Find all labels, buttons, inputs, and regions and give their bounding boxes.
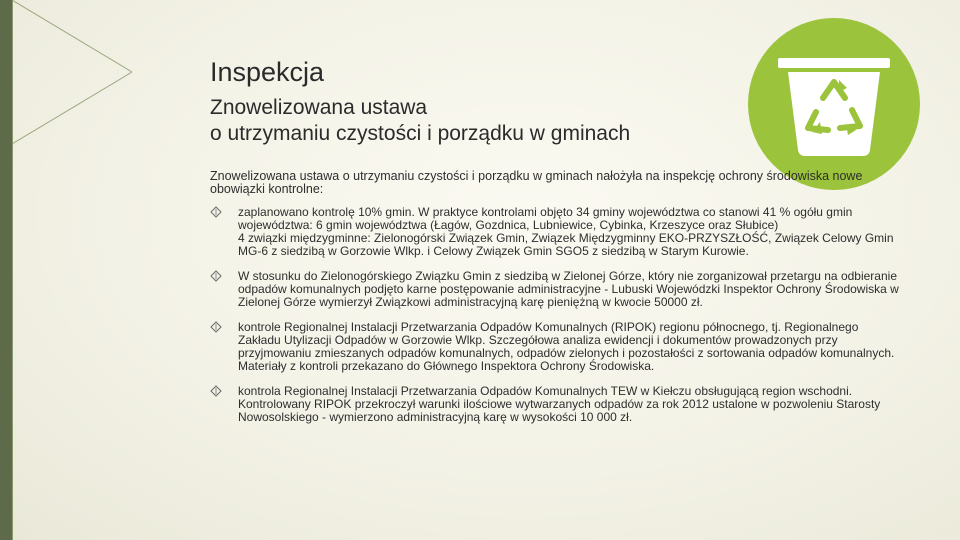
content-body xyxy=(210,170,900,436)
diamond-outline-icon xyxy=(210,321,222,333)
side-decoration-bar xyxy=(0,0,12,540)
diamond-outline-icon xyxy=(210,385,222,397)
diamond-outline-icon xyxy=(210,206,222,218)
list-item xyxy=(210,321,900,373)
list-item xyxy=(210,270,900,309)
slide-subtitle-line1: Znowelizowana ustawa xyxy=(210,96,428,119)
slide-title: Inspekcja xyxy=(210,57,325,87)
side-chevron-decoration xyxy=(12,0,162,540)
title-block xyxy=(210,55,750,147)
bullet-text: W stosunku do Zielonogórskiego Związku Gmin z siedzibą w Zielonej Górze, który nie zorganizował przetargu na odbieranie odpadów komunalnych podjęto karne postępowanie administracyjne - Lubuski Wojewódzki Inspektor Ochrony Środowiska w Zielonej Górze wymierzył Związkowi administracyjną karę pieniężną w kwocie 50000 zł. xyxy=(238,269,899,309)
diamond-outline-icon xyxy=(210,270,222,282)
bullet-text: kontrole Regionalnej Instalacji Przetwarzania Odpadów Komunalnych (RIPOK) regionu północnego, tj. Regionalnego Zakładu Utylizacji Odpadów w Gorzowie Wlkp. Szczegółowa analiza ewidencji i dokumentów prowadzonych przy przyjmowaniu zmieszanych odpadów komunalnych, odpadów zielonych i pozostałości z sortowania odpadów komunalnych. Materiały z kontroli przekazano do Głównego Inspektora Ochrony Środowiska. xyxy=(238,320,895,373)
recycle-bin-icon xyxy=(748,18,920,190)
list-item xyxy=(210,385,900,424)
intro-paragraph: Znowelizowana ustawa o utrzymaniu czystości i porządku w gminach nałożyła na inspekcję ochrony środowiska nowe obowiązki kontrolne: xyxy=(210,169,863,196)
list-item xyxy=(210,206,900,258)
bullet-text: zaplanowano kontrolę 10% gmin. W praktyce kontrolami objęto 34 gminy województwa co stanowi 41 % ogółu gmin województwa: 6 gmin województwa (Łagów, Gozdnica, Lubniewice, Cybinka, Krzeszyce oraz Słubice) 4 związki międzygminne: Zielonogórski Związek Gmin, Związek Międzygminny EKO-PRZYSZŁOŚĆ, Związek Celowy Gmin MG-6 z siedzibą w Gorzowie Wlkp. i Celowy Związek Gmin SGO5 z siedzibą w Starym Kurowie. xyxy=(238,205,894,258)
slide-subtitle-line2: o utrzymaniu czystości i porządku w gminach xyxy=(210,122,631,145)
bullet-list xyxy=(210,206,900,424)
bullet-text: kontrola Regionalnej Instalacji Przetwarzania Odpadów Komunalnych TEW w Kiełczu obsługującą region wschodni. Kontrolowany RIPOK przekroczył warunki ilościowe wytwarzanych odpadów za rok 2012 ustalone w pozwoleniu Starosty Nowosolskiego - wymierzono administracyjną karę w wysokości 10 000 zł. xyxy=(238,384,881,424)
